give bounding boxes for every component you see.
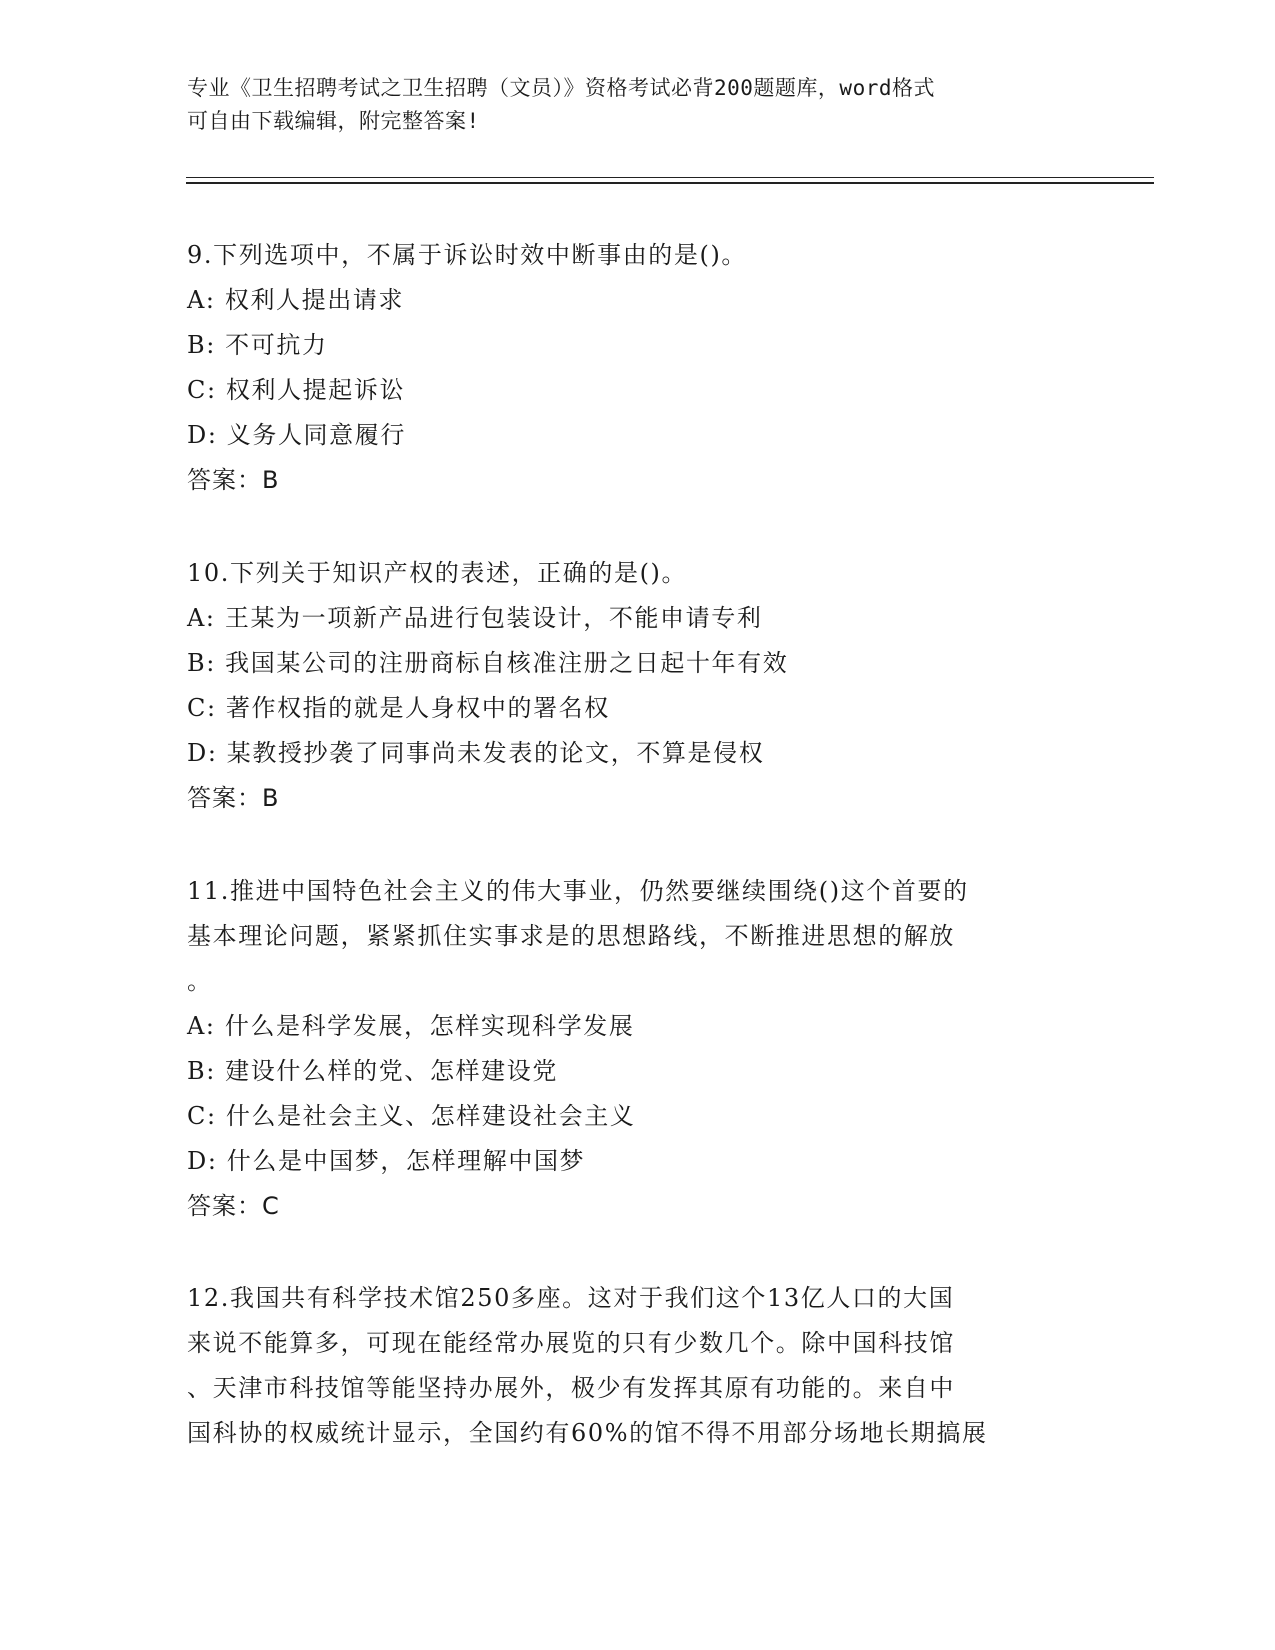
answer: 答案：C bbox=[187, 1192, 280, 1220]
option-b: B: 建设什么样的党、怎样建设党 bbox=[187, 1057, 558, 1085]
question-block bbox=[187, 869, 1087, 1229]
header-line: 专业《卫生招聘考试之卫生招聘（文员）》资格考试必背200题题库，word格式 bbox=[187, 76, 935, 100]
question-block bbox=[187, 1276, 1087, 1456]
option-c: C: 著作权指的就是人身权中的署名权 bbox=[187, 694, 610, 722]
question-stem: 、天津市科技馆等能坚持办展外，极少有发挥其原有功能的。来自中 bbox=[187, 1374, 955, 1402]
question-stem: 基本理论问题，紧紧抓住实事求是的思想路线，不断推进思想的解放 bbox=[187, 922, 955, 950]
question-stem: 9.下列选项中，不属于诉讼时效中断事由的是()。 bbox=[187, 241, 748, 269]
document-header bbox=[187, 72, 1087, 138]
answer: 答案：B bbox=[187, 466, 280, 494]
question-stem: 国科协的权威统计显示，全国约有60%的馆不得不用部分场地长期搞展 bbox=[187, 1419, 988, 1447]
question-stem: 10.下列关于知识产权的表述，正确的是()。 bbox=[187, 559, 688, 587]
answer: 答案：B bbox=[187, 784, 280, 812]
option-d: D: 什么是中国梦，怎样理解中国梦 bbox=[187, 1147, 586, 1175]
option-d: D: 义务人同意履行 bbox=[187, 421, 406, 449]
header-line: 可自由下载编辑，附完整答案! bbox=[187, 109, 480, 133]
header-divider bbox=[186, 177, 1154, 178]
option-a: A: 什么是科学发展，怎样实现科学发展 bbox=[187, 1012, 635, 1040]
option-d: D: 某教授抄袭了同事尚未发表的论文，不算是侵权 bbox=[187, 739, 765, 767]
question-stem: 12.我国共有科学技术馆250多座。这对于我们这个13亿人口的大国 bbox=[187, 1284, 955, 1312]
question-stem: 来说不能算多，可现在能经常办展览的只有少数几个。除中国科技馆 bbox=[187, 1329, 955, 1357]
option-a: A: 权利人提出请求 bbox=[187, 286, 405, 314]
question-stem: 。 bbox=[187, 967, 213, 995]
option-a: A: 王某为一项新产品进行包装设计，不能申请专利 bbox=[187, 604, 763, 632]
option-b: B: 不可抗力 bbox=[187, 331, 328, 359]
question-block bbox=[187, 233, 1087, 503]
header-divider bbox=[186, 182, 1154, 184]
question-stem: 11.推进中国特色社会主义的伟大事业，仍然要继续围绕()这个首要的 bbox=[187, 877, 969, 905]
option-c: C: 权利人提起诉讼 bbox=[187, 376, 406, 404]
option-c: C: 什么是社会主义、怎样建设社会主义 bbox=[187, 1102, 636, 1130]
option-b: B: 我国某公司的注册商标自核准注册之日起十年有效 bbox=[187, 649, 789, 677]
question-block bbox=[187, 551, 1087, 821]
